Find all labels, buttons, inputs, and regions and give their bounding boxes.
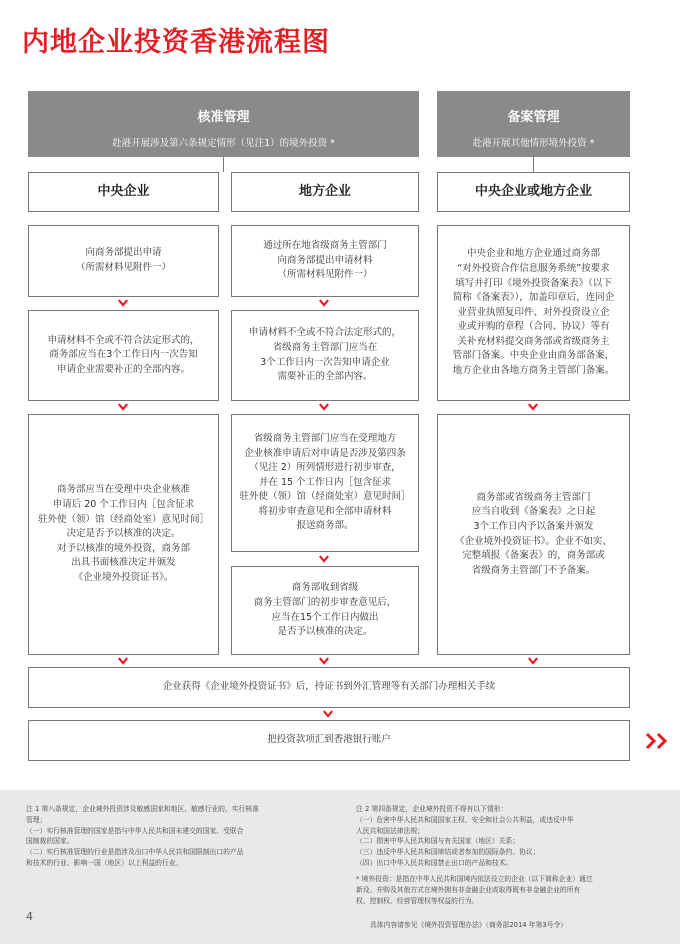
local-approval-decision-step: 商务部收到省级 商务主管部门的初步审查意见后， 应当在15个工作日内做出 是否予以核准的决定。 <box>231 566 419 655</box>
flow-arrow-icon <box>319 298 329 308</box>
approval-management-title: 核准管理 <box>197 110 250 125</box>
filing-apply-step: 中央企业和地方企业通过商务部 “对外投资合作信息服务系统”按要求 填写并打印《境外投资备案表》（以下 简称《备案表》），加盖印章后，连同企 业营业执照复印件、对外投资设立企 业或并购的章程（合同、协议）等有 关补充材料提交商务部或省级商务主 管部门备案。中央企业由商务部备案， 地方企业由各地方商务主管部门备案。 <box>437 225 630 401</box>
central-approval-decision-step: 商务部应当在受理中央企业核准 申请后 20 个工作日内［包含征求 驻外使（领）馆（经商处室）意见时间］ 决定是否予以核准的决定。 对予以核准的境外投资，商务部 出具书面核准决定并颁发 《企业境外投资证书》。 <box>28 414 219 655</box>
local-preliminary-review-step: 省级商务主管部门应当在受理地方 企业核准申请后对申请是否涉及第四条 （见注 2）所列情形进行初步审查， 并在 15 个工作日内［包含征求 驻外使（领）馆（经商处室）意见时间］ 将初步审查意见和全部申请材料 报送商务部。 <box>231 414 419 552</box>
approval-management-subtitle: 赴港开展涉及第六条规定情形（见注1）的境外投资 * <box>112 138 335 149</box>
flow-arrow-icon <box>118 298 128 308</box>
investment-definition-note: * 境外投资：是指在中华人民共和国境内依法设立的企业（以下简称企业）通过 新设、并购及其他方式在境外拥有非金融企业或取得既有非金融企业的所有 权、控制权、经营管理权等权益的行为。 <box>356 875 593 905</box>
certificate-procedure-step: 企业获得《企业境外投资证书》后，持证书到外汇管理等有关部门办理相关手续 <box>28 667 630 708</box>
flow-arrow-icon <box>319 554 329 564</box>
column-central-or-local-enterprise: 中央企业或地方企业 <box>437 172 630 212</box>
filing-management-header <box>437 91 630 157</box>
page-number: 4 <box>26 910 33 923</box>
flow-arrow-icon <box>118 402 128 412</box>
note-1: 注 1 第八条规定，企业境外投资涉及敏感国家和地区、敏感行业的，实行核准 管理； （一）实行核准管理的国家是指与中华人民共和国未建交的国家、受联合 国制裁的国家。 （二）实行核准管理的行业是指涉及出口中华人民共和国限制出口的产品 和技术的行业、影响一国（地区）以上利益的行业。 <box>26 805 259 867</box>
flow-arrow-icon <box>528 402 538 412</box>
connector-line <box>223 157 224 172</box>
flow-arrow-icon <box>118 656 128 666</box>
flow-arrow-icon <box>323 709 333 719</box>
filing-management-title: 备案管理 <box>507 110 560 125</box>
reference-note: 具体内容请参见《境外投资管理办法》（商务部2014 年第3号令） <box>370 921 568 929</box>
flow-arrow-icon <box>319 402 329 412</box>
connector-line <box>533 157 534 172</box>
next-page-arrows-icon[interactable] <box>645 732 671 750</box>
note-2: 注 2 第四条规定，企业境外投资不得有以下情形： （一）危害中华人民共和国国家主权、安全和社会公共利益，或违反中华 人民共和国法律法规； （二）损害中华人民共和国与有关国家（地区）关系； （三）违反中华人民共和国缔结或者参加的国际条约、协议； （四）出口中华人民共和国禁止出口的产品和技术。 <box>356 805 574 867</box>
central-incomplete-materials-step: 申请材料不全或不符合法定形式的， 商务部应当在3个工作日内一次告知 申请企业需要补正的全部内容。 <box>28 310 219 401</box>
column-local-enterprise: 地方企业 <box>231 172 419 212</box>
page-title: 内地企业投资香港流程图 <box>22 27 330 58</box>
local-incomplete-materials-step: 申请材料不全或不符合法定形式的， 省级商务主管部门应当在 3个工作日内一次告知申请企业 需要补正的全部内容。 <box>231 310 419 401</box>
filing-management-subtitle: 赴港开展其他情形境外投资 * <box>472 138 595 149</box>
column-central-enterprise: 中央企业 <box>28 172 219 212</box>
local-apply-step: 通过所在地省级商务主管部门 向商务部提出申请材料 （所需材料见附件一） <box>231 225 419 297</box>
flow-arrow-icon <box>319 656 329 666</box>
flow-arrow-icon <box>528 656 538 666</box>
remit-funds-step: 把投资款项汇到香港银行账户 <box>28 720 630 761</box>
central-apply-step: 向商务部提出申请 （所需材料见附件一） <box>28 225 219 297</box>
approval-management-header <box>28 91 419 157</box>
filing-decision-step: 商务部或省级商务主管部门 应当自收到《备案表》之日起 3个工作日内予以备案并颁发 《企业境外投资证书》。企业不如实、 完整填报《备案表》的，商务部或 省级商务主管部门不予备案。 <box>437 414 630 655</box>
